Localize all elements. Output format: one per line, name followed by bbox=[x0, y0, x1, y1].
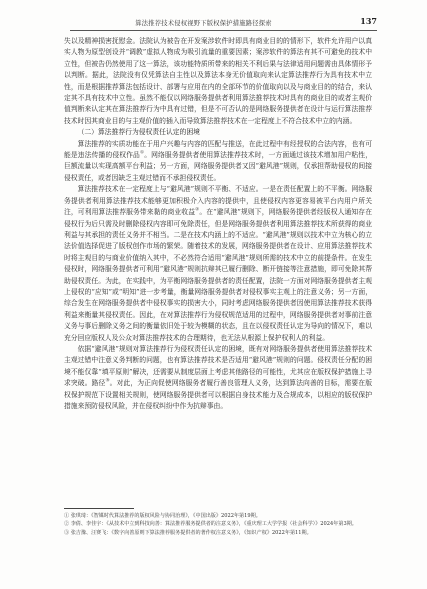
footnote-3: ③ 张吉豫、汪赛飞：《数字向善原则下算法推荐服务提供者的著作权注意义务》，《知识产权》2022年第11期。 bbox=[64, 529, 312, 536]
footnote-2: ② 李倩、李佳宇：《从技术中立到科技向善：算法推荐服务提供者的注意义务》，《重庆理工大学学报（社会科学）》2024年第3期。 bbox=[64, 521, 357, 528]
footnote-ref-3[interactable]: ③ bbox=[105, 378, 110, 384]
paragraph-3-text-b: 。在“避风港”规则下，网络服务提供者经版权人通知存在侵权行为后只需及时删除侵权内容即可免除责任，但是网络服务提供者利用算法推荐技术所获得的商业利益与其承担的责任义务并不相当。二是在技术内涵上的不适应。“避风港”规则以技术中立为核心的立法价值选择促进了版权创作市场的繁荣。随着技术的发展，网络服务提供者在设计、应用算法推荐技术时将主观目的与商业价值纳入其中，不必然符合适用“避风港”规则所需的技术中立的前提条件。在发生侵权时，网络服务提供者可利用“避风港”规则抗辩其已履行删除、断开链接等注意措施，即可免除其帮助侵权责任。为此，在实践中，为平衡网络服务提供者的责任配置，法院一方面对网络服务提供者主观上侵权的“应知”或“明知”进一步考量，衡量网络服务提供者对侵权事实主观上的注意义务；另一方面，综合发生在网络服务提供者中侵权事实的损害大小，同时考虑网络服务提供者因使用算法推荐技术获得利益来衡量其侵权责任。因此，在对算法推荐行为侵权规范适用的过程中，网络服务提供者对事前注意义务与事后删除义务之间的衡量依旧处于较为模糊的状态，且在以侵权责任认定为导向的情况下，难以充分回应版权人及公众对算法推荐技术的合理期待，也无法从根源上保护权利人的利益。 bbox=[64, 208, 373, 342]
running-title: 算法推荐技术侵权视野下版权保护措施路径探索 bbox=[135, 20, 272, 27]
paragraph-3 bbox=[64, 184, 372, 344]
section-subheading: （二）算法推荐行为侵权责任认定的困境 bbox=[77, 128, 200, 137]
paragraph-2-text-b: 。网络服务提供者使用算法推荐技术时，一方面通过该技术增加用户粘性，巨额流量以实现高额平台利益；另一方面，网络服务提供者又因“避风港”规则，仅承担帮助侵权的间接侵权责任，或者因缺乏主观过错而不承担侵权责任。 bbox=[64, 151, 372, 182]
paragraph-2 bbox=[64, 139, 372, 185]
footnote-ref-2[interactable]: ② bbox=[195, 207, 200, 213]
paragraph-3-text-a: 算法推荐技术在一定程度上与“避风港”规则不平衡、不适应。一是在责任配置上的不平衡。网络服务提供者利用算法推荐技术能够更加积极介入内容的提供中，且使侵权内容更容易被平台内用户所关注，可利用算法推荐服务带来黏的商业收益 bbox=[64, 185, 372, 217]
paragraph-4 bbox=[64, 344, 372, 412]
body-text bbox=[64, 36, 372, 412]
page-header bbox=[70, 16, 377, 31]
footnote-1: ① 张琪琦：《智媒时代算法推荐的版权风险与协同治理》，《中国出版》2022年第19期。 bbox=[64, 513, 261, 519]
page-number: 137 bbox=[360, 16, 377, 26]
paragraph-2-text-a: 算法推荐的实质功能在于用户兴趣与内容的匹配与推送，在此过程中有经授权的合法内容，也有可能是违法传播的侵权作品 bbox=[64, 139, 372, 160]
footnote-ref-1[interactable]: ① bbox=[139, 150, 145, 156]
footnote-divider bbox=[64, 508, 134, 509]
paragraph-4-text-a: 依据“避风港”规则对算法推荐行为侵权责任认定的困境，既有对网络服务提供者使用算法推荐技术主观过错中注意义务判断的问题，也有算法推荐技术是否适用“避风港”规则的问题。侵权责任分配的困境不能仅靠“填平原则”解决，还需要从制度层面上考虑其他路径的可能性，尤其应在版权保护措施上寻求突破。路径 bbox=[64, 344, 372, 388]
paragraph-4-text-b: 。对此，为正向促使网络服务者履行善良管理人义务，达到算法向善的目标，需要在版权保护规范下设置相关规则，使网络服务提供者可以根据自身技术能力及合规成本，以相应的版权保护措施来预防侵权风险，并在侵权纠纷中作为抗辩事由。 bbox=[64, 379, 372, 410]
paragraph-1: 失以及精神损害抚慰金。法院认为被告在开发案涉软件时即具有商业目的的情形下，软件允许用户以真实人物为原型创设并“调教”虚拟人物成为吸引流量的重要因素；案涉软件的算法有其不可避免的技术中立性，但被告仍然使用了这一算法，该功能特质所带来的相关不利后果与法律适用问题需由具体情形予以判断。据此，法院没有仅凭算法自主性以及算法本身无价值取向来认定算法推荐行为具有技术中立性，而是根据推荐算法包括设计、部署与应用在内的全部环节的价值取向以及与商业目的的结合，来认定其不具有技术中立性。虽然不能仅以网络服务提供者利用算法推荐技术时具有的商业目的或者主观价值判断来认定其在算法推荐行为中具有过错，但是不可否认的是网络服务提供者在设计与运行算法推荐技术时因其商业目的与主观价值的插入而导致算法推荐技术在一定程度上不符合技术中立的内涵。 bbox=[64, 37, 372, 125]
footnotes-section bbox=[64, 508, 372, 537]
